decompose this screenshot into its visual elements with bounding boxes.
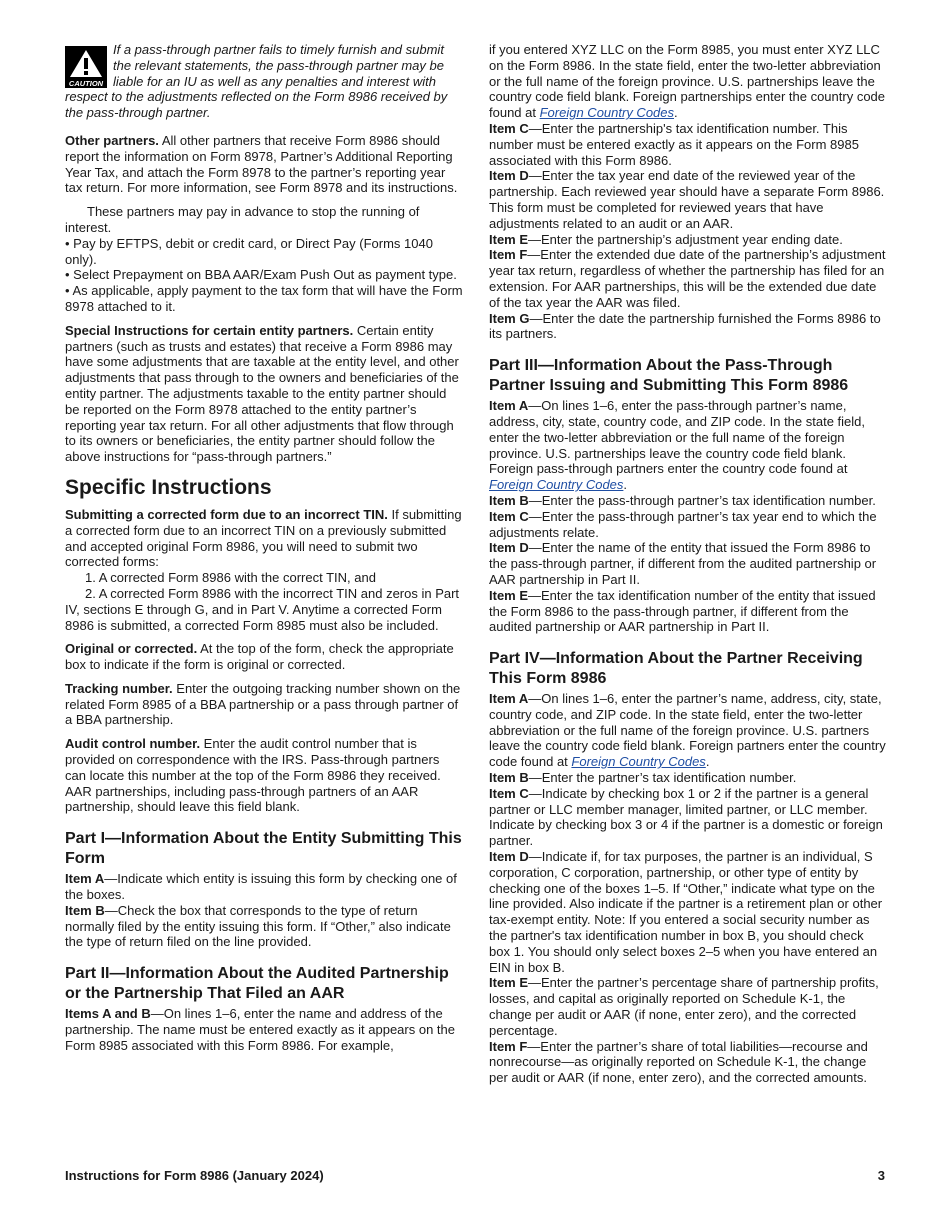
text-run: All other partners that receive Form 8986 should report the information on Form 8978, Partner’s Additional Reporting Year Tax, and attach the Form 8978 to the partner’s reporting year tax return. For more information, see Form 8978 and its instructions. bbox=[65, 132, 458, 196]
text-run: —Enter the partner’s percentage share of partnership profits, losses, and capital as originally reported on Schedule K-1, the change per audit or AAR (if none, enter zero), and the corrected percentage. bbox=[489, 975, 879, 1038]
run-in-heading: Original or corrected. bbox=[65, 641, 198, 657]
text-run: —Enter the partnership's tax identification number. This number must be entered exactly as it appears on the Form 8985 associated with this Form 8986. bbox=[489, 120, 859, 168]
run-in-heading: Item B bbox=[489, 492, 529, 508]
text-run: —Indicate which entity is issuing this form by checking one of the boxes. bbox=[65, 871, 457, 903]
paragraph bbox=[489, 509, 887, 541]
paragraph bbox=[65, 323, 463, 465]
right-column bbox=[489, 42, 887, 1086]
text-run: • Pay by EFTPS, debit or credit card, or Direct Pay (Forms 1040 only). bbox=[65, 235, 433, 267]
right-body bbox=[489, 42, 887, 1086]
caution-text: If a pass-through partner fails to timely furnish and submit the relevant statements, the pass-through partner may be liable for an IU as well as any penalties and interest with respect to the adjustments reflected on the Form 8986 received by the pass-through partner. bbox=[65, 42, 448, 121]
footer-title: Instructions for Form 8986 (January 2024) bbox=[65, 1168, 324, 1183]
text-run: At the top of the form, check the appropriate box to indicate if the form is original or corrected. bbox=[65, 641, 454, 673]
text-run: —Enter the pass-through partner’s tax year end to which the adjustments relate. bbox=[489, 508, 877, 540]
paragraph bbox=[489, 398, 887, 493]
run-in-heading: Item E bbox=[489, 587, 529, 603]
text-run: 1. A corrected Form 8986 with the correct TIN, and bbox=[85, 570, 376, 586]
text-run: —Enter the partner’s tax identification number. bbox=[528, 770, 797, 786]
text-run: • As applicable, apply payment to the tax form that will have the Form 8978 attached to it. bbox=[65, 283, 463, 314]
run-in-heading: Item C bbox=[489, 120, 529, 136]
paragraph bbox=[65, 507, 463, 570]
caution-note bbox=[65, 42, 463, 121]
subsection-heading bbox=[65, 829, 463, 869]
text-run: —Enter the pass-through partner’s tax identification number. bbox=[528, 492, 876, 508]
text-run: . bbox=[674, 105, 678, 121]
run-in-heading: Special Instructions for certain entity partners. bbox=[65, 322, 354, 338]
run-in-heading: Submitting a corrected form due to an incorrect TIN. bbox=[65, 506, 388, 522]
text-run: —On lines 1–6, enter the pass-through partner’s name, address, city, state, country code, and ZIP code. In the state field, enter the two-letter abbreviation or the full name of the foreign province. U.S. partnerships leave the country code field blank. Foreign pass-through partners enter the country code found at bbox=[489, 398, 866, 477]
numbered-item bbox=[65, 586, 463, 633]
text-run: Enter the outgoing tracking number shown on the related Form 8985 of a BBA partnership or a pass through partner of a BBA partnership. bbox=[65, 680, 461, 728]
paragraph bbox=[489, 1039, 887, 1086]
paragraph bbox=[489, 493, 887, 509]
run-in-heading: Item E bbox=[489, 975, 529, 991]
run-in-heading: Item B bbox=[489, 770, 529, 786]
run-in-heading: Item G bbox=[489, 310, 530, 326]
text-run: —Check the box that corresponds to the type of return normally filed by the entity issuing this form. If “Other,” also indicate the type of return filed on the line provided. bbox=[65, 902, 451, 950]
text-run: • Select Prepayment on BBA AAR/Exam Push Out as payment type. bbox=[65, 267, 457, 283]
run-in-heading: Other partners. bbox=[65, 132, 159, 148]
text-run: Part II—Information About the Audited Partnership or the Partnership That Filed an AAR bbox=[65, 965, 449, 1003]
bullet-item bbox=[65, 267, 463, 283]
left-column bbox=[65, 42, 463, 1054]
run-in-heading: Item E bbox=[489, 231, 529, 247]
run-in-heading: Item A bbox=[489, 398, 529, 414]
run-in-heading: Item B bbox=[65, 902, 105, 918]
text-run: . bbox=[705, 754, 710, 770]
run-in-heading: Item A bbox=[65, 871, 105, 887]
text-run: —Indicate if, for tax purposes, the partner is an individual, S corporation, C corporation, partnership, or other type of entity by checking one of the boxes 1–5. If “Other,” indicate what type on the line provided. Also indicate if the partner is a retirement plan or other tax-exempt entity. Note: If you entered a social security number as the partner's tax identification number in box B, you should check box 1. You should only select boxes 2–5 when you have entered an EIN in box B. bbox=[489, 849, 883, 975]
paragraph bbox=[489, 691, 887, 770]
text-run: —On lines 1–6, enter the partner’s name, address, city, state, country code, and ZIP code. In the state field, enter the two-letter abbreviation or the full name of the foreign province. U.S. partners leave the country code field blank. Foreign partners enter the country code found at bbox=[489, 691, 886, 770]
paragraph bbox=[489, 975, 887, 1038]
text-run: These partners may pay in advance to stop the running of interest. bbox=[65, 204, 420, 235]
run-in-heading: Item D bbox=[489, 849, 529, 865]
page-footer bbox=[65, 1168, 885, 1184]
paragraph bbox=[65, 903, 463, 950]
run-in-heading: Item A bbox=[489, 691, 529, 707]
text-run: Part IV—Information About the Partner Receiving This Form 8986 bbox=[489, 650, 863, 688]
paragraph bbox=[489, 121, 887, 168]
text-run: Part I—Information About the Entity Submitting This Form bbox=[65, 830, 462, 868]
run-in-heading: Item F bbox=[489, 247, 528, 263]
paragraph bbox=[489, 540, 887, 587]
paragraph bbox=[65, 871, 463, 903]
paragraph bbox=[65, 204, 463, 236]
text-run: —Enter the partnership’s adjustment year ending date. bbox=[528, 231, 843, 247]
paragraph bbox=[489, 311, 887, 343]
caution-icon-label: CAUTION bbox=[68, 79, 104, 88]
text-run: Part III—Information About the Pass-Through Partner Issuing and Submitting This Form 8986 bbox=[489, 357, 849, 395]
bullet-item bbox=[65, 283, 463, 315]
paragraph bbox=[489, 786, 887, 849]
text-run: —Enter the extended due date of the partnership’s adjustment year tax return, regardless of whether the partnership has filed for an extension. For AAR partnerships, this will be the extended due date of the tax year the AAR was filed. bbox=[489, 247, 886, 310]
subsection-heading bbox=[65, 964, 463, 1004]
paragraph bbox=[65, 133, 463, 196]
text-run: —Enter the tax year end date of the reviewed year of the partnership. Each reviewed year should have a separate Form 8986. This form must be completed for reviewed years that have adjustments related to an audit or an AAR. bbox=[489, 168, 885, 231]
text-run: If submitting a corrected form due to an incorrect TIN on a previously submitted and accepted original Form 8986, you will need to submit two corrected forms: bbox=[65, 506, 462, 570]
run-in-heading: Item C bbox=[489, 508, 529, 524]
caution-icon bbox=[65, 46, 107, 88]
subsection-heading bbox=[489, 356, 887, 396]
text-run: —Enter the date the partnership furnished the Forms 8986 to its partners. bbox=[489, 310, 881, 342]
left-body bbox=[65, 133, 463, 1054]
paragraph bbox=[65, 681, 463, 728]
run-in-heading: Items A and B bbox=[65, 1006, 151, 1022]
numbered-item bbox=[65, 570, 463, 586]
paragraph bbox=[489, 232, 887, 248]
paragraph bbox=[65, 1006, 463, 1053]
text-run: Enter the audit control number that is provided on correspondence with the IRS. Pass-through partners can locate this number at the top of the Form 8986 they received. AAR partnerships, including pass-through partners of an AAR partnership, should leave this field blank. bbox=[65, 736, 441, 815]
paragraph bbox=[489, 770, 887, 786]
bullet-item bbox=[65, 236, 463, 268]
text-run: 2. A corrected Form 8986 with the incorrect TIN and zeros in Part IV, sections E through G, and in Part V. Anytime a corrected Form 8986 is submitted, a corrected Form 8985 must also be included. bbox=[65, 585, 460, 633]
run-in-heading: Item F bbox=[489, 1038, 528, 1054]
page-number: 3 bbox=[877, 1168, 885, 1183]
paragraph bbox=[489, 168, 887, 231]
text-run: —On lines 1–6, enter the name and address of the partnership. The name must be entered exactly as it appears on the Form 8985 associated with this Form 8986. For example, bbox=[65, 1006, 455, 1053]
section-heading bbox=[65, 475, 463, 501]
text-run: if you entered XYZ LLC on the Form 8985, you must enter XYZ LLC on the Form 8986. In the state field, enter the two-letter abbreviation or the full name of the foreign province. U.S. partnerships leave the country code field blank. Foreign partnerships enter the country code found at bbox=[489, 42, 886, 121]
run-in-heading: Item D bbox=[489, 168, 529, 184]
paragraph bbox=[489, 588, 887, 635]
text-run: . bbox=[623, 477, 628, 493]
paragraph bbox=[65, 736, 463, 815]
paragraph bbox=[489, 849, 887, 975]
run-in-heading: Item C bbox=[489, 785, 529, 801]
run-in-heading: Tracking number. bbox=[65, 680, 173, 696]
paragraph bbox=[489, 42, 887, 121]
foreign-country-codes-link[interactable]: Foreign Country Codes bbox=[571, 754, 706, 770]
foreign-country-codes-link[interactable]: Foreign Country Codes bbox=[489, 477, 624, 493]
run-in-heading: Item D bbox=[489, 540, 529, 556]
foreign-country-codes-link[interactable]: Foreign Country Codes bbox=[539, 105, 675, 121]
text-run: —Indicate by checking box 1 or 2 if the partner is a general partner or LLC member manager, limited partner, or LLC member. Indicate by checking box 3 or 4 if the partner is a domestic or foreign partner. bbox=[489, 785, 883, 849]
paragraph bbox=[65, 641, 463, 673]
text-run: —Enter the tax identification number of the entity that issued the Form 8986 to the pass-through partner, if different from the audited partnership or AAR partnership in Part II. bbox=[489, 587, 876, 635]
text-run: Specific Instructions bbox=[65, 475, 272, 499]
run-in-heading: Audit control number. bbox=[65, 736, 201, 752]
text-run: —Enter the partner’s share of total liabilities—recourse and nonrecourse—as originally reported on Schedule K-1, the change per audit or AAR (if none, enter zero), and the corrected amounts. bbox=[489, 1038, 868, 1086]
text-run: Certain entity partners (such as trusts and estates) that receive a Form 8986 may have some adjustments that are taxable at the entity level, and other adjustments that pass through to the owners and beneficiaries of the entity partner. The adjustments taxable to the entity partner should be reported on the Form 8978 attached to the entity partner’s reporting year tax return. For all other adjustments that flow through to its owners or beneficiaries, the entity partner should follow the above instructions for “pass-through partners.” bbox=[65, 322, 459, 465]
text-run: —Enter the name of the entity that issued the Form 8986 to the pass-through partner, if different from the audited partnership or AAR partnership in Part II. bbox=[489, 540, 877, 587]
paragraph bbox=[489, 247, 887, 310]
subsection-heading bbox=[489, 649, 887, 689]
